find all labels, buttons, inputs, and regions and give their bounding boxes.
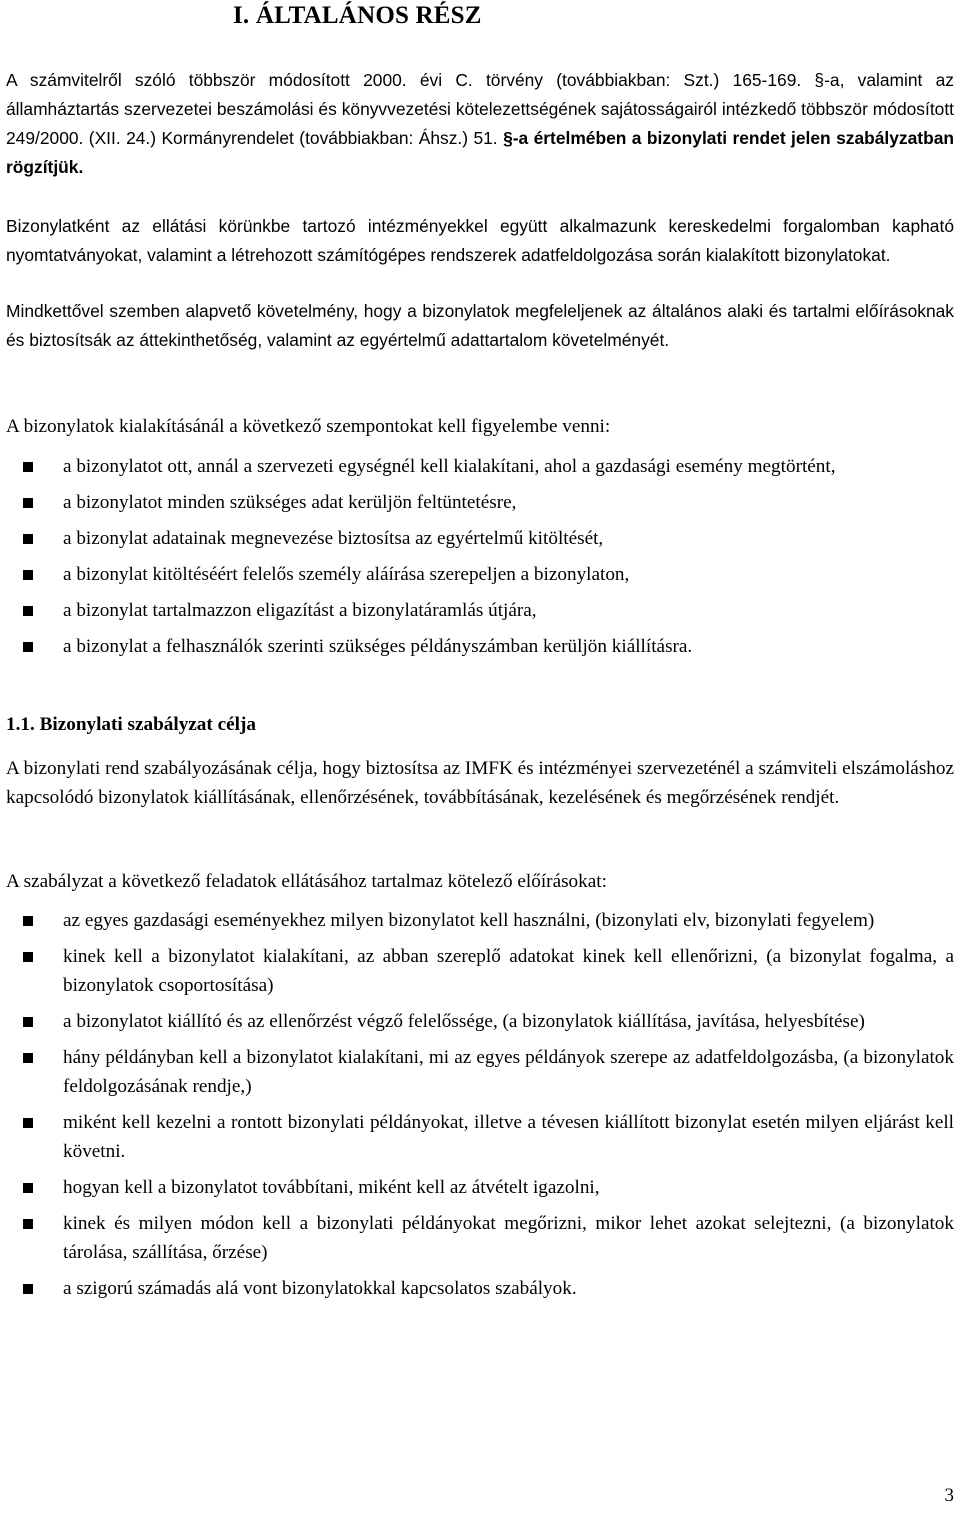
list-item-text: az egyes gazdasági eseményekhez milyen bizonylatot kell használni, (bizonylati elv, bizonylati fegyelem): [63, 910, 875, 931]
list-item: [0, 1007, 960, 1036]
square-bullet-icon: [23, 642, 33, 652]
criteria-list: [0, 452, 960, 668]
square-bullet-icon: [23, 462, 33, 472]
list-item: [0, 524, 960, 553]
list-item-text: a bizonylatot minden szükséges adat kerüljön feltüntetésre,: [63, 492, 517, 513]
square-bullet-icon: [23, 1053, 33, 1063]
list-item-text: miként kell kezelni a rontott bizonylati példányokat, illetve a tévesen kiállított bizonylat esetén milyen eljárást kell követni.: [63, 1112, 954, 1162]
list-item-text: kinek kell a bizonylatot kialakítani, az abban szereplő adatokat kinek kell ellenőrizni, (a bizonylat fogalma, a bizonylatok csoportosítása): [63, 946, 954, 996]
criteria-lead: A bizonylatok kialakításánál a következő szempontokat kell figyelembe venni:: [6, 416, 611, 437]
tasks-list: [0, 906, 960, 1310]
square-bullet-icon: [23, 1219, 33, 1229]
bizonylat-paragraph: Bizonylatként az ellátási körünkbe tartozó intézményekkel együtt alkalmazunk kereskedelmi forgalomban kapható nyomtatványokat, valamint a létrehozott számítógépes rendszerek adatfeldolgozása során kialakított bizonylatokat.: [6, 216, 954, 265]
section-heading: 1.1. Bizonylati szabályzat célja: [6, 714, 256, 735]
list-item: [0, 452, 960, 481]
list-item-text: a bizonylat adatainak megnevezése biztosítsa az egyértelmű kitöltését,: [63, 528, 604, 549]
list-item: [0, 632, 960, 661]
tasks-lead: A szabályzat a következő feladatok ellátásához tartalmaz kötelező előírásokat:: [6, 871, 607, 892]
list-item-text: hogyan kell a bizonylatot továbbítani, miként kell az átvételt igazolni,: [63, 1177, 600, 1198]
page-number: 3: [944, 1485, 954, 1506]
square-bullet-icon: [23, 1017, 33, 1027]
list-item-text: a bizonylat kitöltéséért felelős személy aláírása szerepeljen a bizonylaton,: [63, 564, 630, 585]
intro-paragraph: [6, 66, 954, 182]
list-item: [0, 596, 960, 625]
list-item-text: a bizonylatot ott, annál a szervezeti egységnél kell kialakítani, ahol a gazdasági esemény megtörtént,: [63, 456, 836, 477]
square-bullet-icon: [23, 498, 33, 508]
square-bullet-icon: [23, 952, 33, 962]
square-bullet-icon: [23, 606, 33, 616]
list-item: [0, 1274, 960, 1303]
square-bullet-icon: [23, 1284, 33, 1294]
square-bullet-icon: [23, 534, 33, 544]
square-bullet-icon: [23, 1183, 33, 1193]
list-item: [0, 560, 960, 589]
list-item: [0, 942, 960, 1000]
list-item: [0, 1209, 960, 1267]
page-title: I. ÁLTALÁNOS RÉSZ: [233, 2, 482, 29]
list-item-text: a szigorú számadás alá vont bizonylatokkal kapcsolatos szabályok.: [63, 1278, 577, 1299]
list-item-text: a bizonylat a felhasználók szerinti szükséges példányszámban kerüljön kiállításra.: [63, 636, 693, 657]
list-item: [0, 1043, 960, 1101]
list-item: [0, 906, 960, 935]
list-item-text: a bizonylat tartalmazzon eligazítást a bizonylatáramlás útjára,: [63, 600, 537, 621]
list-item: [0, 1108, 960, 1166]
list-item-text: kinek és milyen módon kell a bizonylati példányokat megőrizni, mikor lehet azokat selejtezni, (a bizonylatok tárolása, szállítása, őrzése): [63, 1213, 954, 1263]
list-item: [0, 1173, 960, 1202]
list-item: [0, 488, 960, 517]
intro-emphasis: §-a értelmében a bizonylati rendet jelen szabályzatban rögzítjük.: [6, 128, 954, 177]
square-bullet-icon: [23, 1118, 33, 1128]
list-item-text: hány példányban kell a bizonylatot kialakítani, mi az egyes példányok szerepe az adatfeldolgozásba, (a bizonylatok feldolgozásának rendje,): [63, 1047, 954, 1097]
section-body: A bizonylati rend szabályozásának célja, hogy biztosítsa az IMFK és intézményei szervezeténél a számviteli elszámoláshoz kapcsolódó bizonylatok kiállításának, ellenőrzésének, továbbításának, kezelésének és megőrzésének rendjét.: [6, 758, 954, 808]
list-item-text: a bizonylatot kiállító és az ellenőrzést végző felelőssége, (a bizonylatok kiállítása, javítása, helyesbítése): [63, 1011, 865, 1032]
square-bullet-icon: [23, 570, 33, 580]
square-bullet-icon: [23, 916, 33, 926]
intro-text: A számvitelről szóló többször módosított 2000. évi C. törvény (továbbiakban: Szt.) 165-169. §-a, valamint az államháztartás szervezetei beszámolási és könyvvezetési kötelezettségének sajátosságairól intézkedő többször módosított 249/2000. (XII. 24.) Kormányrendelet (továbbiakban: Áhsz.) 51.: [6, 70, 954, 148]
requirement-paragraph: Mindkettővel szemben alapvető követelmény, hogy a bizonylatok megfeleljenek az általános alaki és tartalmi előírásoknak és biztosítsák az áttekinthetőség, valamint az egyértelmű adattartalom követelményét.: [6, 301, 954, 350]
